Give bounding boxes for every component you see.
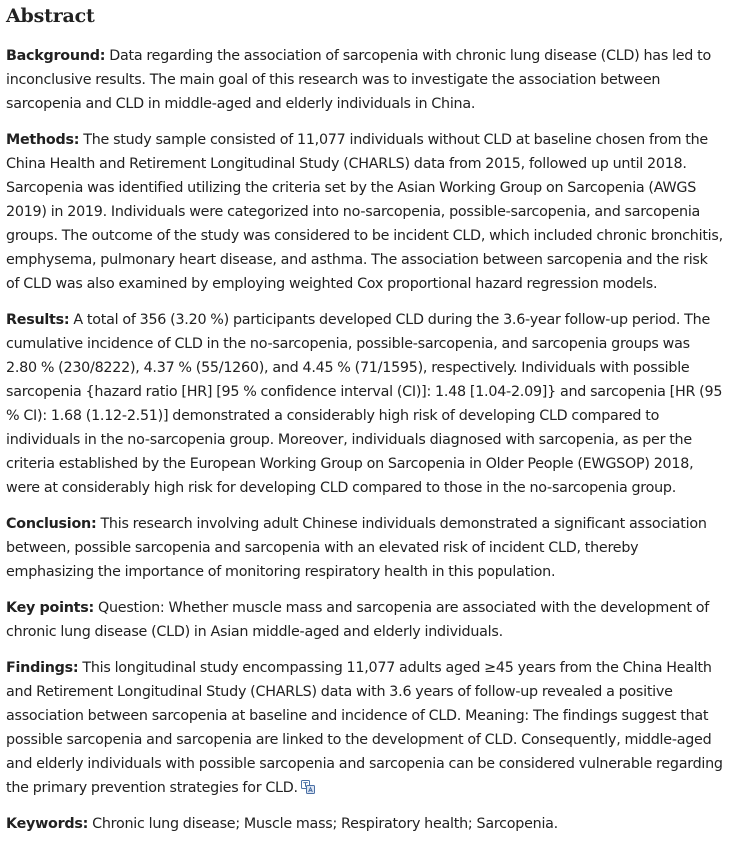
keywords-section (6, 812, 724, 836)
abstract-heading: Abstract (6, 5, 95, 27)
findings-label: Findings: (6, 660, 79, 676)
results-text: A total of 356 (3.20 %) participants developed CLD during the 3.6-year follow-up period. The cumulative incidence of CLD in the no-sarcopenia, possible-sarcopenia, and sarcopenia groups was 2.80 % (230/8222), 4.37 % (55/1260), and 4.45 % (71/1595), respectively. Individuals with possible sarcopenia {hazard ratio [HR] [95 % confidence interval (CI)]: 1.48 [1.04-2.09]} and sarcopenia [HR (95 % CI): 1.68 (1.12-2.51)] demonstrated a considerably high risk of developing CLD compared to individuals in the no-sarcopenia group. Moreover, individuals diagnosed with sarcopenia, as per the criteria established by the European Working Group on Sarcopenia in Older People (EWGSOP) 2018, were at considerably high risk for developing CLD compared to those in the no-sarcopenia group. (6, 312, 723, 496)
methods-section (6, 128, 724, 296)
background-text: Data regarding the association of sarcopenia with chronic lung disease (CLD) has led to inconclusive results. The main goal of this research was to investigate the association between sarcopenia and CLD in middle-aged and elderly individuals in China. (6, 48, 711, 112)
conclusion-label: Conclusion: (6, 516, 97, 532)
conclusion-text: This research involving adult Chinese individuals demonstrated a significant association between, possible sarcopenia and sarcopenia with an elevated risk of incident CLD, thereby emphasizing the importance of monitoring respiratory health in this population. (6, 516, 707, 580)
key-points-section (6, 596, 724, 644)
background-label: Background: (6, 48, 106, 64)
translate-icon[interactable] (301, 778, 315, 792)
keywords-text: Chronic lung disease; Muscle mass; Respiratory health; Sarcopenia. (92, 816, 558, 832)
abstract-container (6, 0, 724, 836)
results-section (6, 308, 724, 500)
methods-text: The study sample consisted of 11,077 individuals without CLD at baseline chosen from the China Health and Retirement Longitudinal Study (CHARLS) data from 2015, followed up until 2018. Sarcopenia was identified utilizing the criteria set by the Asian Working Group on Sarcopenia (AWGS 2019) in 2019. Individuals were categorized into no-sarcopenia, possible-sarcopenia, and sarcopenia groups. The outcome of the study was considered to be incident CLD, which included chronic bronchitis, emphysema, pulmonary heart disease, and asthma. The association between sarcopenia and the risk of CLD was also examined by employing weighted Cox proportional hazard regression models. (6, 132, 723, 292)
findings-section (6, 656, 724, 800)
findings-text: This longitudinal study encompassing 11,077 adults aged ≥45 years from the China Health and Retirement Longitudinal Study (CHARLS) data with 3.6 years of follow-up revealed a positive association between sarcopenia at baseline and incidence of CLD. Meaning: The findings suggest that possible sarcopenia and sarcopenia are linked to the development of CLD. Consequently, middle-aged and elderly individuals with possible sarcopenia and sarcopenia can be considered vulnerable regarding the primary prevention strategies for CLD. (6, 660, 723, 796)
background-section (6, 44, 724, 116)
key-points-text: Question: Whether muscle mass and sarcopenia are associated with the development of chronic lung disease (CLD) in Asian middle-aged and elderly individuals. (6, 600, 710, 640)
results-label: Results: (6, 312, 70, 328)
conclusion-section (6, 512, 724, 584)
keywords-label: Keywords: (6, 816, 89, 832)
key-points-label: Key points: (6, 600, 94, 616)
methods-label: Methods: (6, 132, 80, 148)
